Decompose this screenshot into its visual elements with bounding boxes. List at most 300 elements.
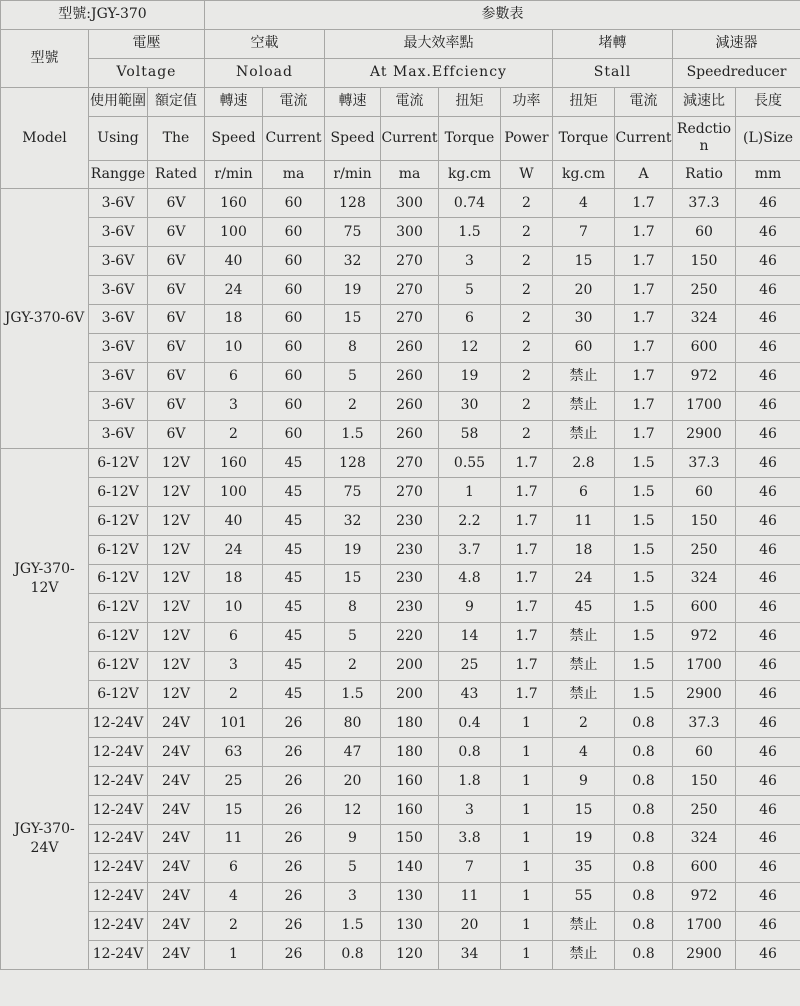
cell-rated: 12V (148, 680, 205, 709)
cell-noload-speed: 101 (205, 709, 263, 738)
cell-maxeff-power: 2 (501, 305, 553, 334)
cell-maxeff-power: 2 (501, 189, 553, 218)
cell-noload-speed: 6 (205, 622, 263, 651)
cell-using-range: 12-24V (89, 853, 148, 882)
table-row (1, 362, 800, 391)
cell-rated: 12V (148, 593, 205, 622)
model-header-en: Model (1, 87, 89, 189)
cell-length: 46 (736, 565, 800, 594)
table-row (1, 247, 800, 276)
cell-length: 46 (736, 507, 800, 536)
cell-reduction-ratio: 250 (673, 796, 736, 825)
cell-rated: 6V (148, 305, 205, 334)
cell-maxeff-power: 2 (501, 218, 553, 247)
cell-noload-speed: 11 (205, 825, 263, 854)
cell-maxeff-power: 2 (501, 362, 553, 391)
cell-maxeff-current: 220 (381, 622, 439, 651)
cell-stall-current: 1.5 (615, 449, 673, 478)
cell-maxeff-current: 140 (381, 853, 439, 882)
cell-rated: 6V (148, 362, 205, 391)
cell-noload-current: 26 (263, 853, 325, 882)
cell-maxeff-current: 230 (381, 507, 439, 536)
cell-noload-speed: 4 (205, 882, 263, 911)
cell-maxeff-torque: 0.8 (439, 738, 501, 767)
cell-maxeff-current: 120 (381, 940, 439, 969)
cell-length: 46 (736, 449, 800, 478)
cell-reduction-ratio: 37.3 (673, 449, 736, 478)
cell-stall-current: 0.8 (615, 709, 673, 738)
cell-reduction-ratio: 250 (673, 536, 736, 565)
cell-stall-current: 1.5 (615, 478, 673, 507)
model-prefix: 型號:JGY-370 (1, 1, 205, 30)
cell-maxeff-power: 2 (501, 420, 553, 449)
cell-length: 46 (736, 420, 800, 449)
cell-stall-torque: 9 (553, 767, 615, 796)
cell-maxeff-current: 180 (381, 709, 439, 738)
cell-maxeff-power: 1 (501, 853, 553, 882)
cell-noload-speed: 24 (205, 536, 263, 565)
cell-maxeff-torque: 19 (439, 362, 501, 391)
group-maxeff-en: At Max.Effciency (325, 58, 553, 87)
cell-stall-torque: 4 (553, 738, 615, 767)
cell-maxeff-power: 1 (501, 796, 553, 825)
cell-length: 46 (736, 218, 800, 247)
cell-noload-current: 45 (263, 565, 325, 594)
cell-maxeff-speed: 128 (325, 449, 381, 478)
cell-stall-current: 0.8 (615, 940, 673, 969)
group-reducer-en: Speedreducer (673, 58, 800, 87)
cell-maxeff-speed: 32 (325, 247, 381, 276)
cell-using-range: 6-12V (89, 651, 148, 680)
cell-stall-current: 1.7 (615, 276, 673, 305)
cell-noload-speed: 2 (205, 420, 263, 449)
cell-using-range: 3-6V (89, 218, 148, 247)
cell-maxeff-speed: 47 (325, 738, 381, 767)
cell-stall-torque: 禁止 (553, 651, 615, 680)
col-en-stall-torque: Torque (553, 116, 615, 160)
cell-length: 46 (736, 362, 800, 391)
group-en-row (1, 58, 800, 87)
cell-rated: 24V (148, 882, 205, 911)
cell-stall-current: 1.5 (615, 565, 673, 594)
table-row (1, 189, 800, 218)
col-cn-using: 使用範圍 (89, 87, 148, 116)
cell-noload-current: 45 (263, 651, 325, 680)
cell-stall-torque: 45 (553, 593, 615, 622)
cell-reduction-ratio: 600 (673, 593, 736, 622)
cell-stall-torque: 55 (553, 882, 615, 911)
cell-stall-current: 1.7 (615, 189, 673, 218)
cell-noload-speed: 2 (205, 911, 263, 940)
cell-maxeff-speed: 1.5 (325, 680, 381, 709)
col-unit-using: Rangge (89, 160, 148, 189)
cell-reduction-ratio: 1700 (673, 911, 736, 940)
cell-stall-torque: 2 (553, 709, 615, 738)
cell-rated: 12V (148, 536, 205, 565)
cell-maxeff-torque: 3 (439, 796, 501, 825)
col-cn-maxeff-speed: 轉速 (325, 87, 381, 116)
cell-length: 46 (736, 796, 800, 825)
cell-reduction-ratio: 2900 (673, 680, 736, 709)
cell-stall-current: 0.8 (615, 738, 673, 767)
cell-using-range: 12-24V (89, 767, 148, 796)
cell-maxeff-current: 150 (381, 825, 439, 854)
cell-using-range: 3-6V (89, 276, 148, 305)
cell-using-range: 6-12V (89, 478, 148, 507)
cell-maxeff-speed: 128 (325, 189, 381, 218)
cell-maxeff-torque: 9 (439, 593, 501, 622)
cell-using-range: 12-24V (89, 882, 148, 911)
col-unit-length: mm (736, 160, 800, 189)
cell-length: 46 (736, 478, 800, 507)
cell-maxeff-current: 270 (381, 478, 439, 507)
cell-maxeff-power: 1.7 (501, 507, 553, 536)
cell-reduction-ratio: 600 (673, 333, 736, 362)
cell-maxeff-torque: 30 (439, 391, 501, 420)
cell-rated: 6V (148, 333, 205, 362)
cell-noload-speed: 6 (205, 362, 263, 391)
cell-noload-speed: 3 (205, 651, 263, 680)
col-unit-maxeff-current: ma (381, 160, 439, 189)
cell-noload-speed: 63 (205, 738, 263, 767)
table-row (1, 853, 800, 882)
cell-using-range: 3-6V (89, 333, 148, 362)
group-noload-en: Noload (205, 58, 325, 87)
cell-maxeff-speed: 19 (325, 276, 381, 305)
cell-maxeff-speed: 1.5 (325, 420, 381, 449)
cell-maxeff-torque: 25 (439, 651, 501, 680)
cell-reduction-ratio: 60 (673, 738, 736, 767)
cell-reduction-ratio: 150 (673, 247, 736, 276)
col-unit-rated: Rated (148, 160, 205, 189)
cell-maxeff-speed: 1.5 (325, 911, 381, 940)
cell-noload-current: 45 (263, 622, 325, 651)
cell-rated: 12V (148, 478, 205, 507)
cell-stall-current: 0.8 (615, 853, 673, 882)
cell-stall-torque: 11 (553, 507, 615, 536)
cell-using-range: 3-6V (89, 189, 148, 218)
cell-noload-speed: 1 (205, 940, 263, 969)
cell-stall-torque: 2.8 (553, 449, 615, 478)
cell-noload-current: 60 (263, 391, 325, 420)
cell-maxeff-current: 200 (381, 651, 439, 680)
col-cn-noload-current: 電流 (263, 87, 325, 116)
cell-reduction-ratio: 150 (673, 507, 736, 536)
cell-maxeff-speed: 20 (325, 767, 381, 796)
cell-noload-speed: 40 (205, 507, 263, 536)
cell-stall-torque: 6 (553, 478, 615, 507)
col-cn-length: 長度 (736, 87, 800, 116)
cell-maxeff-current: 160 (381, 796, 439, 825)
col-en-ratio: Redction (673, 116, 736, 160)
col-cn-stall-torque: 扭矩 (553, 87, 615, 116)
cell-reduction-ratio: 972 (673, 882, 736, 911)
cell-maxeff-speed: 5 (325, 362, 381, 391)
cell-maxeff-speed: 15 (325, 565, 381, 594)
cell-noload-current: 45 (263, 449, 325, 478)
col-en-length: (L)Size (736, 116, 800, 160)
cell-stall-torque: 禁止 (553, 911, 615, 940)
cell-using-range: 6-12V (89, 449, 148, 478)
cell-maxeff-speed: 5 (325, 853, 381, 882)
cell-length: 46 (736, 680, 800, 709)
cell-stall-torque: 禁止 (553, 420, 615, 449)
cell-maxeff-speed: 15 (325, 305, 381, 334)
group-stall-cn: 堵轉 (553, 29, 673, 58)
model-name: JGY-370-12V (1, 449, 89, 709)
table-row (1, 940, 800, 969)
cell-maxeff-torque: 34 (439, 940, 501, 969)
group-stall-en: Stall (553, 58, 673, 87)
cell-maxeff-power: 1.7 (501, 449, 553, 478)
cell-rated: 6V (148, 247, 205, 276)
cell-length: 46 (736, 651, 800, 680)
cell-noload-current: 45 (263, 536, 325, 565)
cell-maxeff-power: 1 (501, 738, 553, 767)
cell-maxeff-torque: 11 (439, 882, 501, 911)
cell-maxeff-power: 2 (501, 333, 553, 362)
cell-maxeff-speed: 2 (325, 651, 381, 680)
cell-maxeff-torque: 5 (439, 276, 501, 305)
cell-stall-current: 0.8 (615, 796, 673, 825)
cell-maxeff-current: 270 (381, 305, 439, 334)
col-cn-rated: 額定值 (148, 87, 205, 116)
cell-length: 46 (736, 189, 800, 218)
cell-stall-current: 0.8 (615, 767, 673, 796)
cell-maxeff-power: 1.7 (501, 622, 553, 651)
cell-noload-speed: 25 (205, 767, 263, 796)
cell-length: 46 (736, 593, 800, 622)
cell-stall-torque: 7 (553, 218, 615, 247)
cell-maxeff-torque: 2.2 (439, 507, 501, 536)
cell-reduction-ratio: 150 (673, 767, 736, 796)
cell-rated: 6V (148, 391, 205, 420)
cell-reduction-ratio: 324 (673, 825, 736, 854)
cell-length: 46 (736, 911, 800, 940)
cell-stall-torque: 禁止 (553, 391, 615, 420)
cell-reduction-ratio: 37.3 (673, 709, 736, 738)
cell-rated: 6V (148, 276, 205, 305)
cell-length: 46 (736, 709, 800, 738)
cell-stall-torque: 禁止 (553, 680, 615, 709)
cell-maxeff-torque: 1.8 (439, 767, 501, 796)
cell-reduction-ratio: 972 (673, 622, 736, 651)
cell-maxeff-speed: 9 (325, 825, 381, 854)
cell-using-range: 12-24V (89, 825, 148, 854)
cell-maxeff-current: 300 (381, 218, 439, 247)
table-row (1, 305, 800, 334)
cell-maxeff-power: 2 (501, 276, 553, 305)
col-cn-ratio: 減速比 (673, 87, 736, 116)
cell-maxeff-speed: 32 (325, 507, 381, 536)
cell-using-range: 3-6V (89, 305, 148, 334)
cell-maxeff-current: 200 (381, 680, 439, 709)
cell-rated: 12V (148, 565, 205, 594)
table-row (1, 593, 800, 622)
cell-maxeff-power: 1.7 (501, 680, 553, 709)
cell-noload-current: 26 (263, 738, 325, 767)
col-unit-noload-current: ma (263, 160, 325, 189)
column-en-row (1, 116, 800, 160)
table-row (1, 333, 800, 362)
cell-noload-speed: 10 (205, 593, 263, 622)
cell-stall-current: 1.7 (615, 420, 673, 449)
col-cn-maxeff-torque: 扭矩 (439, 87, 501, 116)
col-en-maxeff-power: Power (501, 116, 553, 160)
col-cn-stall-current: 電流 (615, 87, 673, 116)
cell-rated: 6V (148, 420, 205, 449)
table-row (1, 218, 800, 247)
cell-noload-current: 26 (263, 709, 325, 738)
cell-maxeff-torque: 0.55 (439, 449, 501, 478)
cell-noload-speed: 24 (205, 276, 263, 305)
cell-maxeff-torque: 1.5 (439, 218, 501, 247)
cell-stall-current: 0.8 (615, 825, 673, 854)
cell-maxeff-current: 180 (381, 738, 439, 767)
table-row (1, 449, 800, 478)
cell-maxeff-torque: 12 (439, 333, 501, 362)
cell-rated: 24V (148, 767, 205, 796)
cell-noload-speed: 40 (205, 247, 263, 276)
cell-rated: 12V (148, 622, 205, 651)
table-row (1, 911, 800, 940)
cell-rated: 6V (148, 189, 205, 218)
table-row (1, 680, 800, 709)
table-row (1, 651, 800, 680)
col-en-maxeff-speed: Speed (325, 116, 381, 160)
cell-reduction-ratio: 1700 (673, 391, 736, 420)
cell-reduction-ratio: 60 (673, 478, 736, 507)
cell-using-range: 3-6V (89, 420, 148, 449)
cell-maxeff-torque: 58 (439, 420, 501, 449)
cell-length: 46 (736, 391, 800, 420)
cell-length: 46 (736, 853, 800, 882)
group-noload-cn: 空載 (205, 29, 325, 58)
cell-maxeff-power: 1.7 (501, 593, 553, 622)
cell-maxeff-power: 1.7 (501, 478, 553, 507)
cell-noload-speed: 160 (205, 189, 263, 218)
model-header-cn: 型號 (1, 29, 89, 87)
group-voltage-en: Voltage (89, 58, 205, 87)
cell-length: 46 (736, 767, 800, 796)
cell-stall-current: 1.5 (615, 680, 673, 709)
cell-maxeff-power: 1.7 (501, 651, 553, 680)
cell-noload-current: 26 (263, 911, 325, 940)
cell-maxeff-torque: 3 (439, 247, 501, 276)
cell-using-range: 12-24V (89, 940, 148, 969)
cell-stall-current: 1.7 (615, 218, 673, 247)
cell-maxeff-torque: 3.8 (439, 825, 501, 854)
col-cn-noload-speed: 轉速 (205, 87, 263, 116)
cell-length: 46 (736, 940, 800, 969)
cell-maxeff-current: 230 (381, 536, 439, 565)
cell-rated: 24V (148, 853, 205, 882)
cell-maxeff-torque: 0.4 (439, 709, 501, 738)
cell-rated: 24V (148, 940, 205, 969)
col-unit-stall-current: A (615, 160, 673, 189)
cell-maxeff-torque: 0.74 (439, 189, 501, 218)
cell-maxeff-current: 270 (381, 449, 439, 478)
cell-rated: 24V (148, 825, 205, 854)
table-row (1, 536, 800, 565)
cell-maxeff-speed: 3 (325, 882, 381, 911)
cell-noload-current: 26 (263, 767, 325, 796)
cell-rated: 24V (148, 911, 205, 940)
cell-length: 46 (736, 882, 800, 911)
cell-maxeff-current: 230 (381, 593, 439, 622)
cell-maxeff-power: 1 (501, 825, 553, 854)
cell-maxeff-torque: 6 (439, 305, 501, 334)
group-reducer-cn: 減速器 (673, 29, 800, 58)
table-row (1, 507, 800, 536)
cell-reduction-ratio: 250 (673, 276, 736, 305)
cell-stall-torque: 19 (553, 825, 615, 854)
col-en-maxeff-current: Current (381, 116, 439, 160)
col-en-stall-current: Current (615, 116, 673, 160)
cell-reduction-ratio: 972 (673, 362, 736, 391)
cell-noload-current: 45 (263, 680, 325, 709)
cell-maxeff-current: 130 (381, 882, 439, 911)
cell-stall-torque: 35 (553, 853, 615, 882)
table-row (1, 767, 800, 796)
cell-maxeff-torque: 7 (439, 853, 501, 882)
group-maxeff-cn: 最大效率點 (325, 29, 553, 58)
cell-using-range: 12-24V (89, 709, 148, 738)
cell-stall-torque: 15 (553, 247, 615, 276)
model-name: JGY-370-24V (1, 709, 89, 969)
cell-noload-current: 60 (263, 189, 325, 218)
cell-stall-torque: 60 (553, 333, 615, 362)
table-row (1, 478, 800, 507)
cell-noload-current: 60 (263, 333, 325, 362)
cell-maxeff-torque: 4.8 (439, 565, 501, 594)
group-voltage-cn: 電壓 (89, 29, 205, 58)
cell-maxeff-speed: 2 (325, 391, 381, 420)
table-row (1, 391, 800, 420)
cell-maxeff-power: 1 (501, 940, 553, 969)
col-cn-maxeff-power: 功率 (501, 87, 553, 116)
col-unit-maxeff-power: W (501, 160, 553, 189)
cell-maxeff-torque: 1 (439, 478, 501, 507)
cell-noload-speed: 3 (205, 391, 263, 420)
table-row (1, 420, 800, 449)
col-unit-stall-torque: kg.cm (553, 160, 615, 189)
cell-noload-current: 45 (263, 593, 325, 622)
cell-maxeff-current: 260 (381, 420, 439, 449)
column-cn-row (1, 87, 800, 116)
group-cn-row (1, 29, 800, 58)
cell-stall-current: 1.7 (615, 362, 673, 391)
cell-maxeff-power: 1 (501, 911, 553, 940)
cell-stall-current: 1.7 (615, 247, 673, 276)
cell-stall-current: 1.5 (615, 622, 673, 651)
cell-stall-torque: 15 (553, 796, 615, 825)
cell-maxeff-current: 260 (381, 333, 439, 362)
cell-using-range: 3-6V (89, 247, 148, 276)
table-row (1, 738, 800, 767)
cell-rated: 6V (148, 218, 205, 247)
cell-noload-current: 60 (263, 276, 325, 305)
cell-stall-current: 0.8 (615, 911, 673, 940)
title-row (1, 1, 800, 30)
cell-maxeff-power: 1 (501, 882, 553, 911)
cell-maxeff-current: 160 (381, 767, 439, 796)
cell-maxeff-speed: 8 (325, 333, 381, 362)
cell-maxeff-torque: 20 (439, 911, 501, 940)
cell-noload-current: 45 (263, 478, 325, 507)
table-row (1, 622, 800, 651)
table-row (1, 565, 800, 594)
